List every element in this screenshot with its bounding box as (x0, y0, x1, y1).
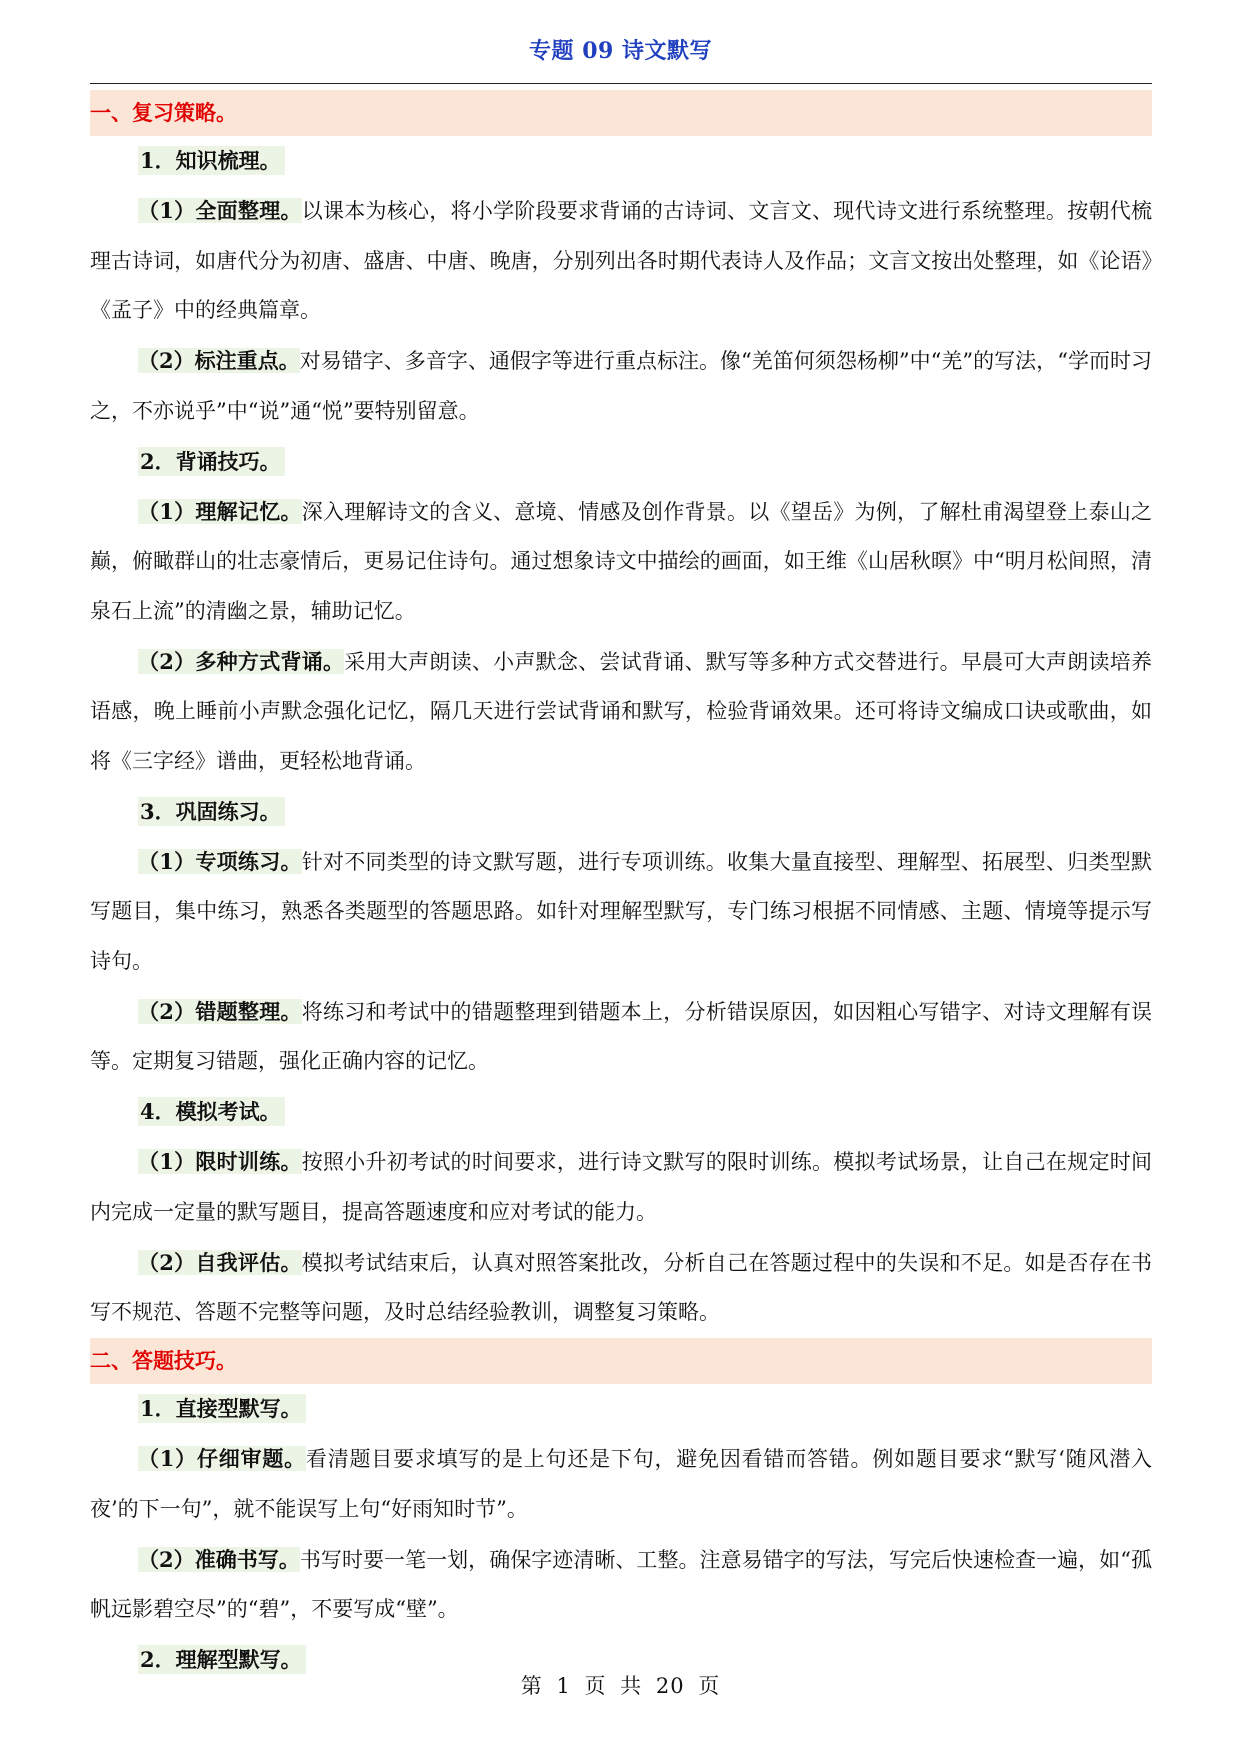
paragraph (90, 1238, 1152, 1339)
paragraph-text: 针对不同类型的诗文默写题，进行专项训练。收集大量直接型、理解型、拓展型、归类型默写题目，集中练习，熟悉各类题型的答题思路。如针对理解型默写，专门练习根据不同情感、主题、情境等提示写诗句。 (90, 849, 1152, 973)
paragraph (90, 487, 1152, 637)
page-footer: 第 1 页 共 20 页 (520, 1674, 721, 1698)
page-title: 专题 09 诗文默写 (529, 38, 712, 64)
paragraph-text: 将练习和考试中的错题整理到错题本上，分析错误原因，如因粗心写错字、对诗文理解有误等。定期复习错题，强化正确内容的记忆。 (90, 999, 1152, 1073)
paragraph-lead: （2）标注重点。 (138, 348, 300, 373)
paragraph-lead: （1）全面整理。 (138, 198, 302, 223)
paragraph (90, 186, 1152, 336)
paragraph-text: 书写时要一笔一划，确保字迹清晰、工整。注意易错字的写法，写完后快速检查一遍，如“孤帆远影碧空尽”的“碧”，不要写成“壁”。 (90, 1547, 1152, 1621)
section-heading: 一、复习策略。 (90, 90, 1152, 136)
paragraph (90, 1137, 1152, 1238)
paragraph-text: 深入理解诗文的含义、意境、情感及创作背景。以《望岳》为例，了解杜甫渴望登上泰山之巅，俯瞰群山的壮志豪情后，更易记住诗句。通过想象诗文中描绘的画面，如王维《山居秋暝》中“明月松间照，清泉石上流”的清幽之景，辅助记忆。 (90, 499, 1152, 623)
paragraph-lead: （2）多种方式背诵。 (138, 648, 345, 674)
subsection-heading: 3．巩固练习。 (90, 787, 1152, 837)
paragraph-text: 模拟考试结束后，认真对照答案批改，分析自己在答题过程中的失误和不足。如是否存在书写不规范、答题不完整等问题，及时总结经验教训，调整复习策略。 (90, 1250, 1152, 1324)
paragraph-text: 以课本为核心，将小学阶段要求背诵的古诗词、文言文、现代诗文进行系统整理。按朝代梳理古诗词，如唐代分为初唐、盛唐、中唐、晚唐，分别列出各时期代表诗人及作品；文言文按出处整理，如《论语》《孟子》中的经典篇章。 (90, 199, 1152, 322)
paragraph (90, 336, 1152, 437)
header-divider (90, 83, 1152, 84)
paragraph-lead: （1）理解记忆。 (138, 498, 302, 524)
paragraph (90, 837, 1152, 987)
paragraph (90, 987, 1152, 1088)
paragraph-lead: （1）限时训练。 (138, 1149, 302, 1174)
subsection-heading: 1．知识梳理。 (90, 136, 1152, 186)
paragraph (90, 1535, 1152, 1636)
paragraph (90, 637, 1152, 787)
paragraph-lead: （2）准确书写。 (138, 1546, 300, 1572)
paragraph-lead: （1）专项练习。 (138, 848, 302, 874)
subsection-heading: 4．模拟考试。 (90, 1087, 1152, 1137)
paragraph-text: 看清题目要求填写的是上句还是下句，避免因看错而答错。例如题目要求“默写‘随风潜入夜’的下一句”，就不能误写上句“好雨知时节”。 (90, 1447, 1152, 1521)
paragraph-lead: （1）仔细审题。 (138, 1446, 306, 1471)
paragraph-text: 按照小升初考试的时间要求，进行诗文默写的限时训练。模拟考试场景，让自己在规定时间内完成一定量的默写题目，提高答题速度和应对考试的能力。 (90, 1150, 1152, 1224)
paragraph-text: 采用大声朗读、小声默念、尝试背诵、默写等多种方式交替进行。早晨可大声朗读培养语感，晚上睡前小声默念强化记忆，隔几天进行尝试背诵和默写，检验背诵效果。还可将诗文编成口诀或歌曲，如将《三字经》谱曲，更轻松地背诵。 (90, 649, 1152, 773)
paragraph-lead: （2）自我评估。 (138, 1249, 302, 1275)
subsection-heading: 2．背诵技巧。 (90, 437, 1152, 487)
subsection-heading: 1．直接型默写。 (90, 1384, 1152, 1434)
paragraph (90, 1434, 1152, 1535)
paragraph-lead: （2）错题整理。 (138, 998, 302, 1024)
paragraph-text: 对易错字、多音字、通假字等进行重点标注。像“羌笛何须怨杨柳”中“羌”的写法，“学而时习之，不亦说乎”中“说”通“悦”要特别留意。 (90, 349, 1152, 423)
document-body (90, 90, 1152, 1685)
subsection-heading: 2．理解型默写。 (90, 1635, 1152, 1685)
section-heading: 二、答题技巧。 (90, 1338, 1152, 1384)
